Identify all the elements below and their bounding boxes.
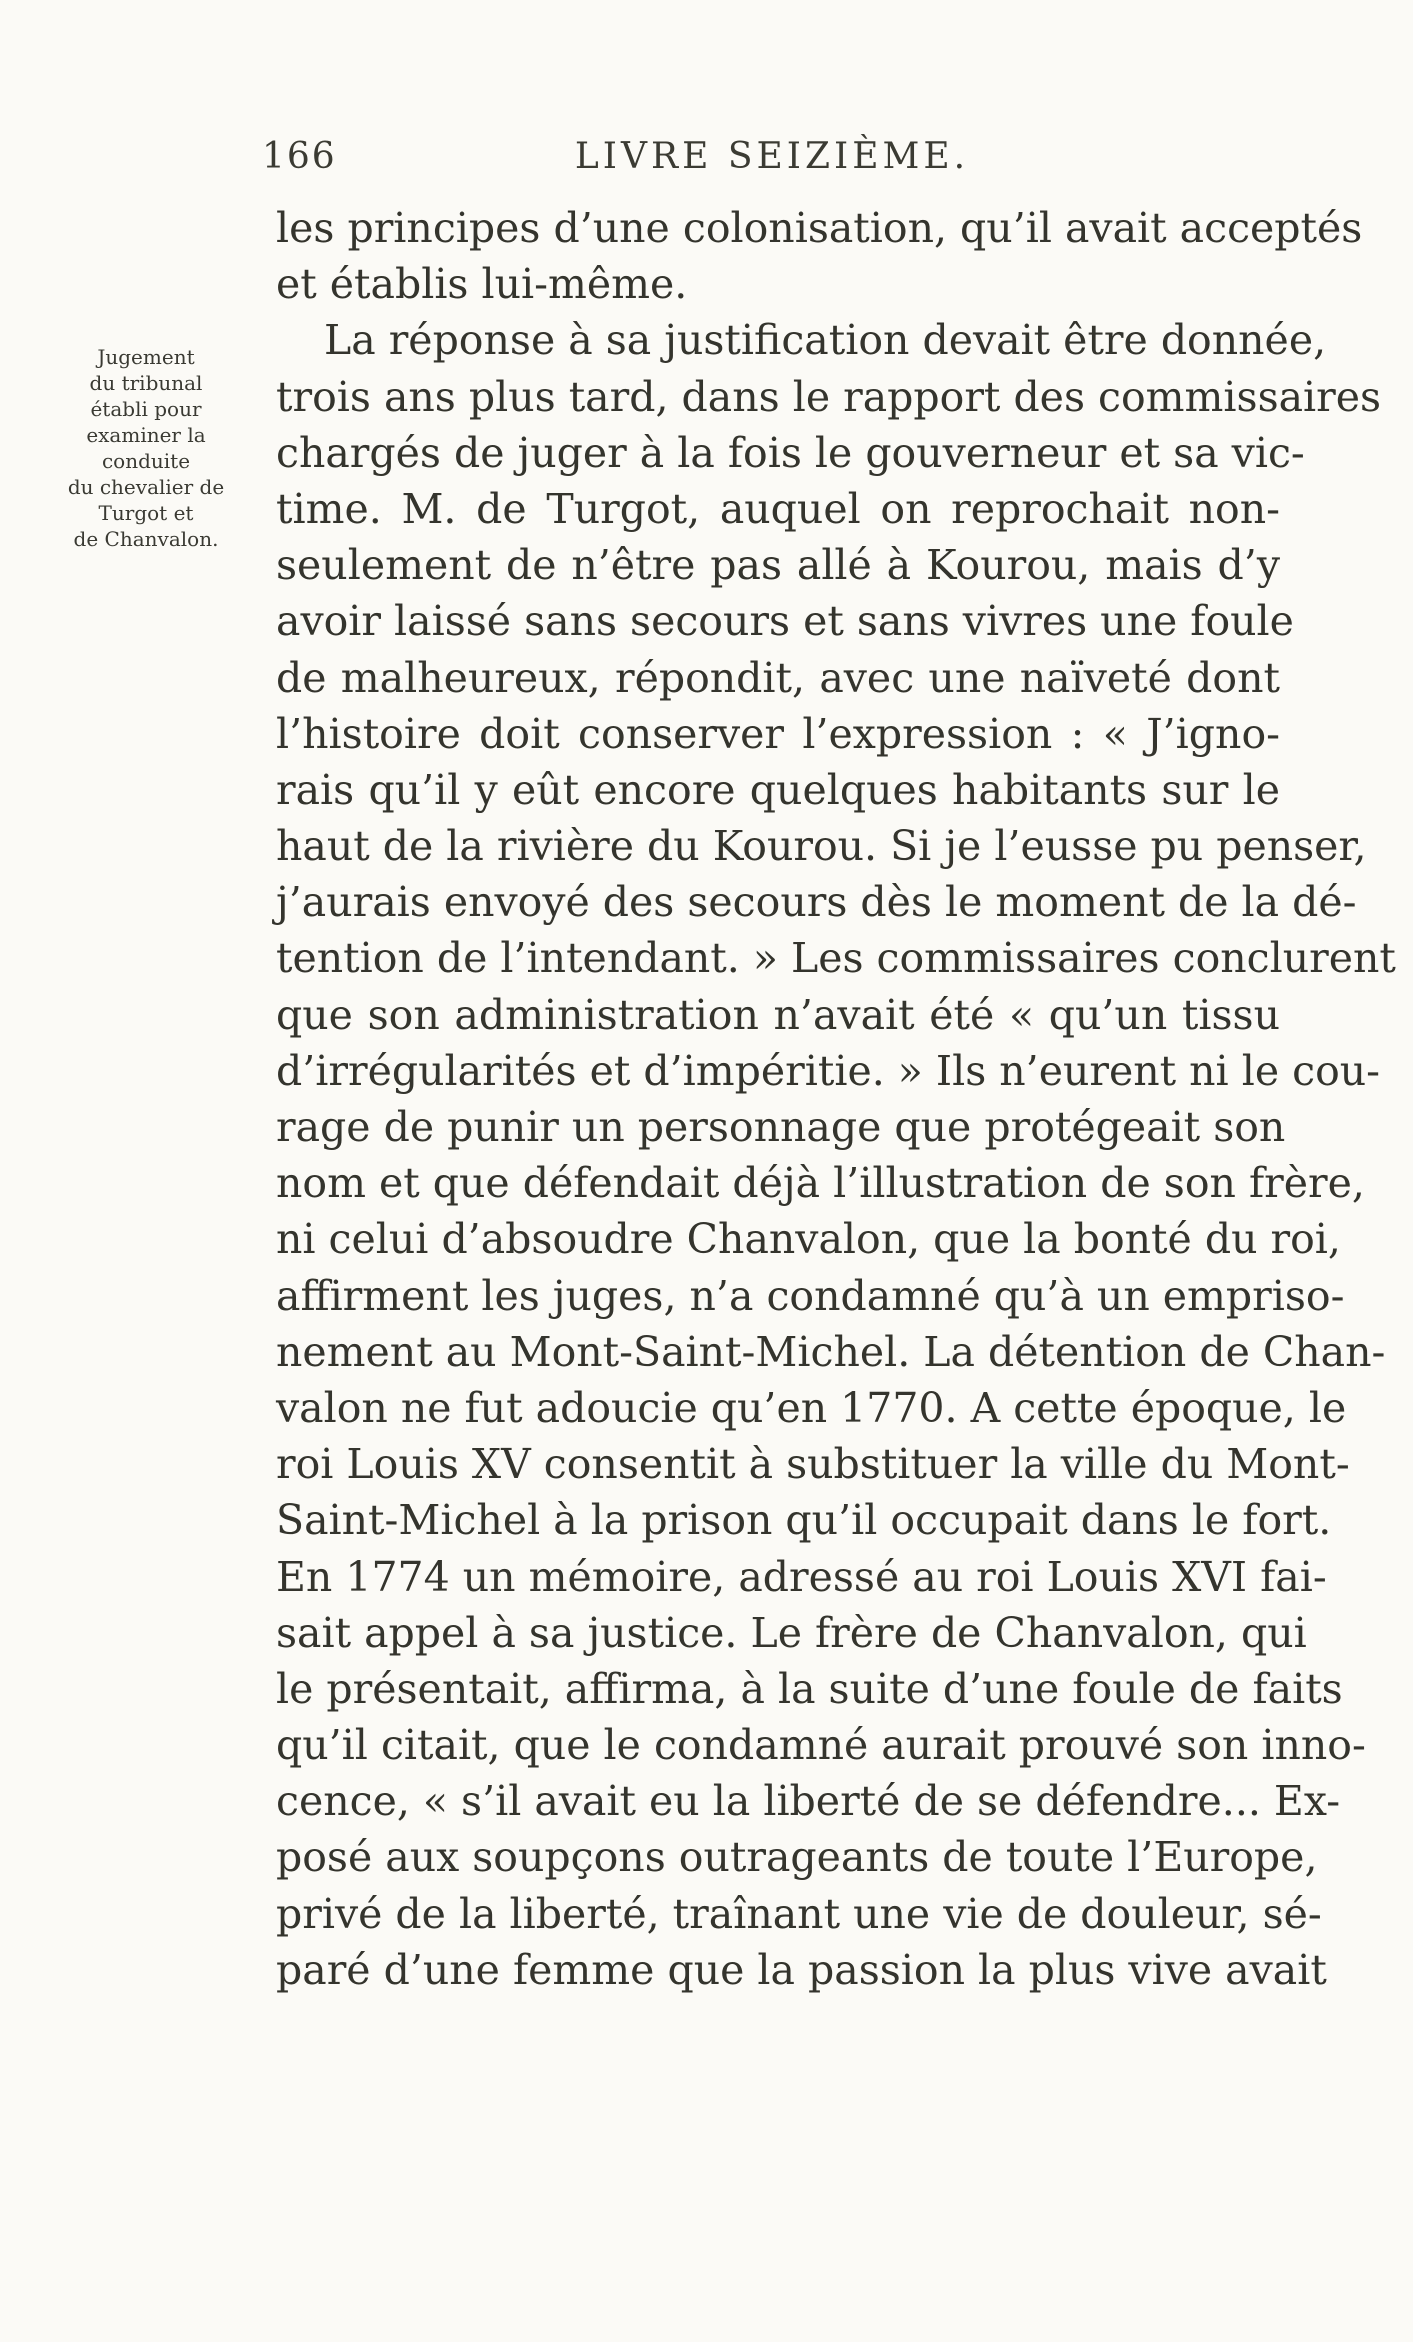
text-line: rage de punir un personnage que protégeait son [276, 1103, 1286, 1151]
text-line: ni celui d’absoudre Chanvalon, que la bonté du roi, [276, 1215, 1341, 1264]
page-number: 166 [262, 136, 337, 177]
text-line: paré d’une femme que la passion la plus vive avait [276, 1945, 1327, 1994]
margin-note-line: du tribunal [89, 371, 203, 395]
text-line: seulement de n’être pas allé à Kourou, mais d’y [276, 541, 1280, 590]
text-line: roi Louis XV consentit à substituer la ville du Mont- [276, 1440, 1350, 1489]
text-line: sait appel à sa justice. Le frère de Chanvalon, qui [276, 1608, 1307, 1657]
text-line: privé de la liberté, traînant une vie de douleur, sé- [276, 1889, 1322, 1938]
text-line: affirment les juges, n’a condamné qu’à un empriso- [276, 1271, 1345, 1320]
text-line: qu’il citait, que le condamné aurait prouvé son inno- [276, 1721, 1366, 1770]
text-line: time. M. de Turgot, auquel on reprochait non- [276, 484, 1280, 533]
text-line: La réponse à sa justification devait être donnée, [324, 316, 1327, 365]
text-line: nom et que défendait déjà l’illustration de son frère, [276, 1159, 1365, 1208]
margin-note-line: de Chanvalon. [73, 527, 219, 551]
margin-note-line: Turgot et [98, 501, 194, 525]
text-line: trois ans plus tard, dans le rapport des commissaires [276, 372, 1382, 421]
text-line: les principes d’une colonisation, qu’il avait acceptés [276, 204, 1363, 252]
text-line: nement au Mont-Saint-Michel. La détention de Chan- [276, 1327, 1386, 1376]
text-line: l’histoire doit conserver l’expression : « J’igno- [276, 709, 1280, 758]
text-line: chargés de juger à la fois le gouverneur et sa vic- [276, 428, 1305, 477]
text-line: d’irrégularités et d’impéritie. » Ils n’eurent ni le cou- [276, 1046, 1381, 1095]
text-line: tention de l’intendant. » Les commissaires conclurent [276, 934, 1396, 983]
text-line: rais qu’il y eût encore quelques habitants sur le [276, 765, 1280, 814]
text-line: et établis lui-même. [276, 260, 688, 309]
text-line: posé aux soupçons outrageants de toute l’Europe, [276, 1833, 1318, 1882]
text-line: que son administration n’avait été « qu’un tissu [276, 990, 1280, 1039]
text-line: haut de la rivière du Kourou. Si je l’eusse pu penser, [276, 822, 1367, 871]
text-line: Saint-Michel à la prison qu’il occupait dans le fort. [276, 1496, 1332, 1545]
text-line: le présentait, affirma, à la suite d’une foule de faits [276, 1664, 1343, 1713]
running-head [262, 136, 1282, 186]
margin-note-line: conduite [101, 449, 191, 473]
text-line: valon ne fut adoucie qu’en 1770. A cette époque, le [276, 1383, 1347, 1432]
margin-note-line: établi pour [90, 397, 202, 421]
margin-note-line: examiner la [86, 423, 206, 447]
text-line: En 1774 un mémoire, adressé au roi Louis XVI fai- [276, 1552, 1327, 1601]
margin-note-line: du chevalier de [67, 475, 225, 499]
margin-note-line: Jugement [97, 345, 195, 369]
margin-note [40, 344, 252, 552]
text-line: j’aurais envoyé des secours dès le moment de la dé- [276, 878, 1357, 927]
book-title: LIVRE SEIZIÈME. [574, 136, 970, 177]
text-line: cence, « s’il avait eu la liberté de se défendre... Ex- [276, 1777, 1341, 1826]
body-text [276, 200, 1396, 1998]
text-line: avoir laissé sans secours et sans vivres une foule [276, 597, 1294, 646]
text-line: de malheureux, répondit, avec une naïveté dont [276, 653, 1280, 702]
